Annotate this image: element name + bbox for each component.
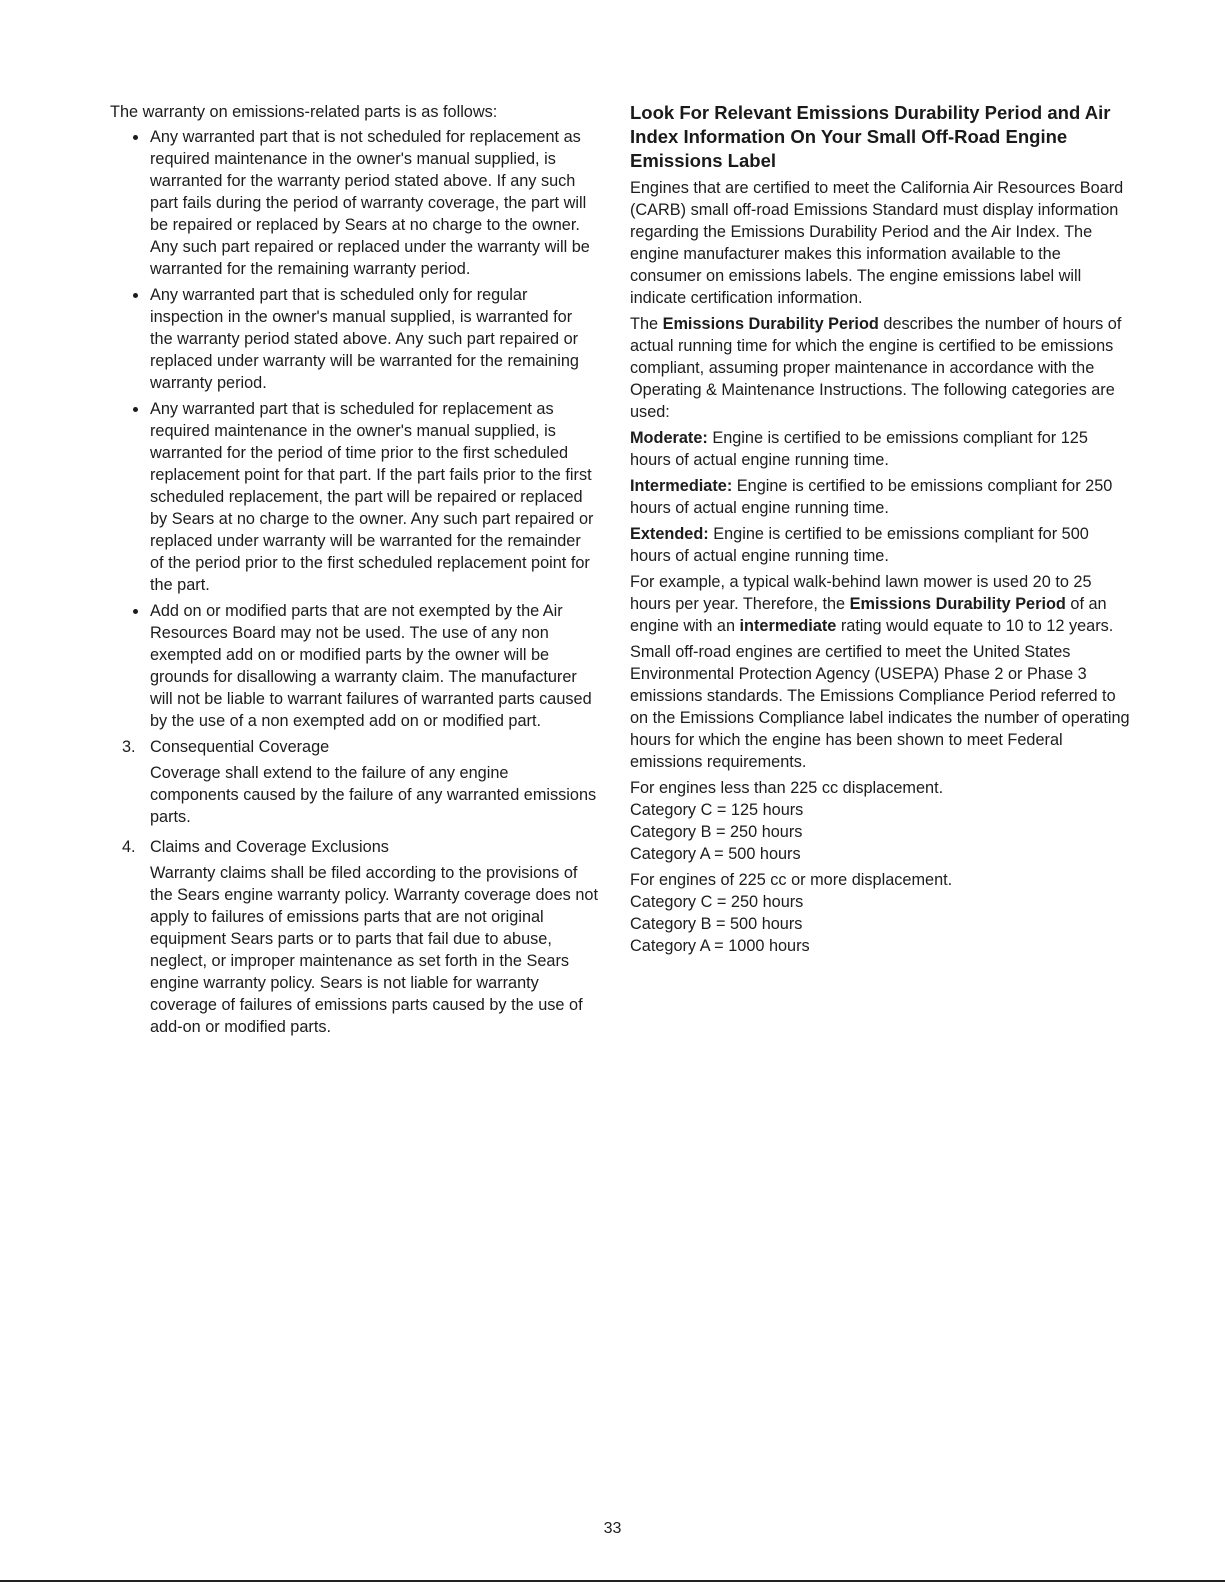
carb-paragraph: Engines that are certified to meet the California Air Resources Board (CARB) small off-road Emissions Standard must display information regarding the Emissions Durability Period and the Air Index. The engine manufacturer makes this information available to the consumer on emissions labels. The engine emissions label will indicate certification information. [630, 179, 1124, 307]
left-column [110, 101, 598, 1038]
item-body: Warranty claims shall be filed according to the provisions of the Sears engine warranty policy. Warranty coverage does not apply to failures of emissions parts that are not original equipment Sears parts or to parts that fail due to abuse, neglect, or improper maintenance as set forth in the Sears engine warranty policy. Sears is not liable for warranty coverage of failures of emissions parts caused by the use of add-on or modified parts. [150, 864, 598, 1036]
durability-paragraph: The Emissions Durability Period describes the number of hours of actual running time for which the engine is certified to be emissions compliant, assuming proper maintenance in accordance with the Operating & Maintenance Instructions. The following categories are used: [630, 315, 1122, 421]
warranty-bullet-list [110, 126, 598, 732]
category-extended: Extended: Engine is certified to be emissions compliant for 500 hours of actual engine running time. [630, 525, 1089, 565]
category-line: Category A = 500 hours [630, 845, 801, 863]
item-title: Claims and Coverage Exclusions [150, 838, 389, 856]
category-line: Category B = 500 hours [630, 915, 803, 933]
small-engine-categories [630, 777, 1130, 865]
category-line: Category C = 125 hours [630, 801, 804, 819]
section-heading: Look For Relevant Emissions Durability Period and Air Index Information On Your Small Off-Road Engine Emissions Label [630, 102, 1111, 171]
bullet-icon [133, 407, 138, 412]
consequential-coverage-item [110, 736, 598, 828]
category-line: Category A = 1000 hours [630, 937, 810, 955]
category-line: Category C = 250 hours [630, 893, 804, 911]
example-paragraph: For example, a typical walk-behind lawn mower is used 20 to 25 hours per year. Therefore, the Emissions Durability Period of an engine with an intermediate rating would equate to 10 to 12 years. [630, 573, 1114, 635]
warranty-bullet-item: Any warranted part that is not scheduled for replacement as required maintenance in the owner's manual supplied, is warranted for the warranty period stated above. If any such part fails during the period of warranty coverage, the part will be repaired or replaced by Sears at no charge to the owner. Any such part repaired or replaced under the warranty will be warranted for the remaining warranty period. [110, 126, 598, 280]
page-number: 33 [603, 1520, 622, 1537]
small-engine-title: For engines less than 225 cc displacement. [630, 779, 944, 797]
warranty-bullet-item: Any warranted part that is scheduled for replacement as required maintenance in the owner's manual supplied, is warranted for the period of time prior to the first scheduled replacement point for that part. If the part fails prior to the first scheduled replacement, the part will be repaired or replaced by Sears at no charge to the owner. Any such part repaired or replaced under warranty will be warranted for the remainder of the period prior to the first scheduled replacement point for the part. [110, 398, 598, 596]
item-body: Coverage shall extend to the failure of any engine components caused by the failure of any warranted emissions parts. [150, 764, 597, 826]
item-title: Consequential Coverage [150, 738, 330, 756]
claims-exclusions-item [110, 836, 598, 1038]
item-number: 4. [122, 838, 136, 856]
bullet-icon [133, 135, 138, 140]
bullet-icon [133, 293, 138, 298]
warranty-bullet-item: Add on or modified parts that are not exempted by the Air Resources Board may not be used. The use of any non exempted add on or modified parts by the owner will be grounds for disallowing a warranty claim. The manufacturer will not be liable to warrant failures of warranted parts caused by the use of a non exempted add on or modified part. [110, 600, 598, 732]
warranty-bullet-item: Any warranted part that is scheduled only for regular inspection in the owner's manual supplied, is warranted for the warranty period stated above. Any such part repaired or replaced under warranty will be warranted for the remaining warranty period. [110, 284, 598, 394]
category-moderate: Moderate: Engine is certified to be emissions compliant for 125 hours of actual engine running time. [630, 429, 1088, 469]
category-line: Category B = 250 hours [630, 823, 803, 841]
bullet-icon [133, 609, 138, 614]
bottom-divider [0, 1580, 1225, 1582]
large-engine-categories [630, 869, 1130, 957]
right-column [630, 101, 1130, 957]
usepa-paragraph: Small off-road engines are certified to meet the United States Environmental Protection Agency (USEPA) Phase 2 or Phase 3 emissions standards. The Emissions Compliance Period referred to on the Emissions Compliance label indicates the number of operating hours for which the engine has been shown to meet Federal emissions requirements. [630, 643, 1130, 771]
category-intermediate: Intermediate: Engine is certified to be emissions compliant for 250 hours of actual engine running time. [630, 477, 1113, 517]
item-number: 3. [122, 738, 136, 756]
large-engine-title: For engines of 225 cc or more displacement. [630, 871, 953, 889]
warranty-intro: The warranty on emissions-related parts is as follows: [110, 103, 498, 121]
